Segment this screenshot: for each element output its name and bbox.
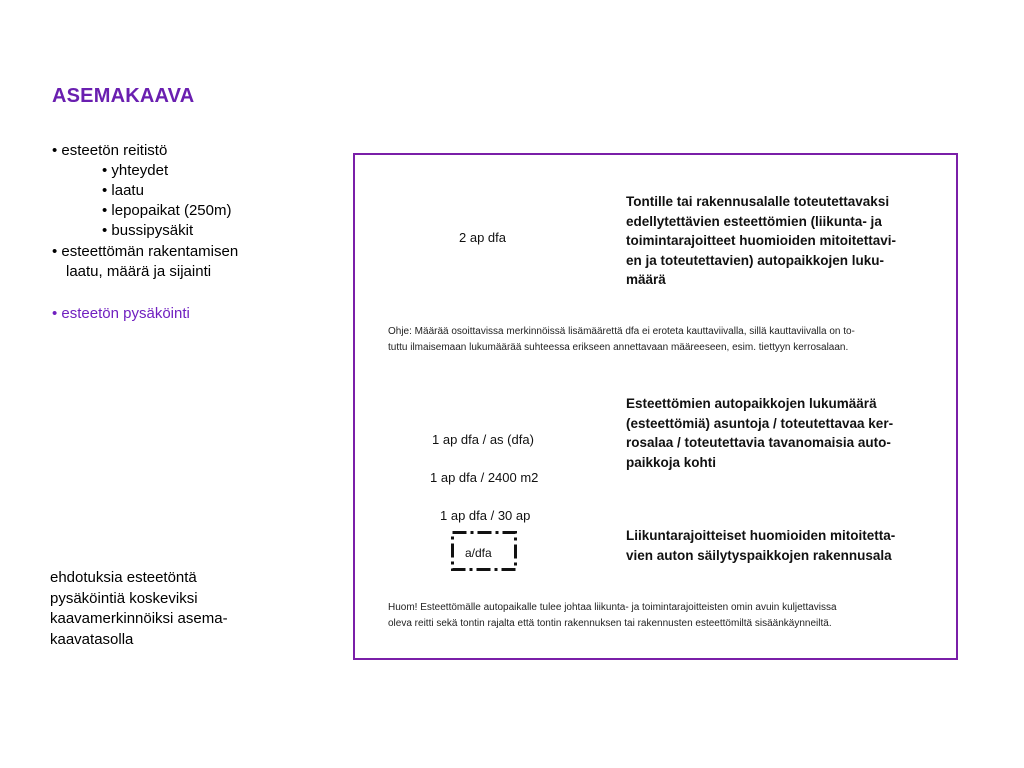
- desc-line: Liikuntarajoitteiset huomioiden mitoitetta-: [626, 528, 896, 543]
- desc-block-1: [626, 192, 896, 290]
- bullet-esteettoman-rakentamisen: • esteettömän rakentamisen: [52, 243, 239, 260]
- desc-line: vien auton säilytyspaikkojen rakennusala: [626, 547, 892, 563]
- desc-line: rosalaa / toteutettavia tavanomaisia auto-: [626, 435, 891, 450]
- desc-line: edellytettävien esteettömien (liikunta- ja: [626, 213, 882, 229]
- bullet-yhteydet: • yhteydet: [102, 162, 169, 179]
- symbol-1-ap-dfa-2400: 1 ap dfa / 2400 m2: [430, 470, 539, 485]
- note-line: kaavamerkinnöiksi asema-: [50, 610, 228, 627]
- desc-block-3: [626, 526, 895, 565]
- symbol-2-ap-dfa: 2 ap dfa: [459, 230, 506, 245]
- desc-line: paikkoja kohti: [626, 454, 717, 470]
- symbol-adfa-label: a/dfa: [465, 546, 492, 560]
- symbol-1-ap-dfa-30: 1 ap dfa / 30 ap: [440, 508, 531, 523]
- bullet-continuation: laatu, määrä ja sijainti: [66, 263, 212, 280]
- bullet-bussipysakit: • bussipysäkit: [102, 222, 194, 239]
- bullet-esteeton-pysakointi: • esteetön pysäköinti: [52, 305, 190, 322]
- slide-title: ASEMAKAAVA: [52, 85, 195, 107]
- huom-line: oleva reitti sekä tontin rajalta että tontin rakennuksen tai rakennusten esteettömiltä sisäänkäynneiltä.: [388, 618, 832, 629]
- bullet-laatu: • laatu: [102, 182, 144, 199]
- note-text: [50, 568, 310, 650]
- symbol-1-ap-dfa-as: 1 ap dfa / as (dfa): [432, 432, 534, 447]
- note-line: kaavatasolla: [50, 630, 134, 648]
- bullet-lepopaikat: • lepopaikat (250m): [102, 202, 232, 219]
- desc-line: (esteettömiä) asuntoja / toteutettavaa ker-: [626, 415, 894, 431]
- desc-line: määrä: [626, 272, 666, 287]
- desc-line: toimintarajoitteet huomioiden mitoitettavi-: [626, 233, 897, 248]
- huom-text: [388, 600, 837, 632]
- note-line: pysäköintiä koskeviksi: [50, 589, 198, 607]
- desc-block-2: [626, 394, 893, 472]
- ohje-line: tuttu ilmaisemaan lukumäärää suhteessa erikseen annettavaan määreeseen, esim. tiettyyn kerrosalaan.: [388, 342, 849, 353]
- note-line: ehdotuksia esteetöntä: [50, 569, 197, 586]
- desc-line: Esteettömien autopaikkojen lukumäärä: [626, 396, 877, 411]
- desc-line: Tontille tai rakennusalalle toteutettavaksi: [626, 194, 890, 209]
- desc-line: en ja toteutettavien) autopaikkojen luku-: [626, 252, 885, 268]
- ohje-text: [388, 324, 855, 356]
- ohje-line: Ohje: Määrää osoittavissa merkinnöissä lisämäärettä dfa ei eroteta kauttaviivalla, sillä kauttaviivalla on to-: [388, 326, 855, 337]
- huom-line: Huom! Esteettömälle autopaikalle tulee johtaa liikunta- ja toimintarajoitteisten omin avuin kuljettavissa: [388, 602, 837, 613]
- bullet-esteeton-reitisto: • esteetön reitistö: [52, 142, 168, 159]
